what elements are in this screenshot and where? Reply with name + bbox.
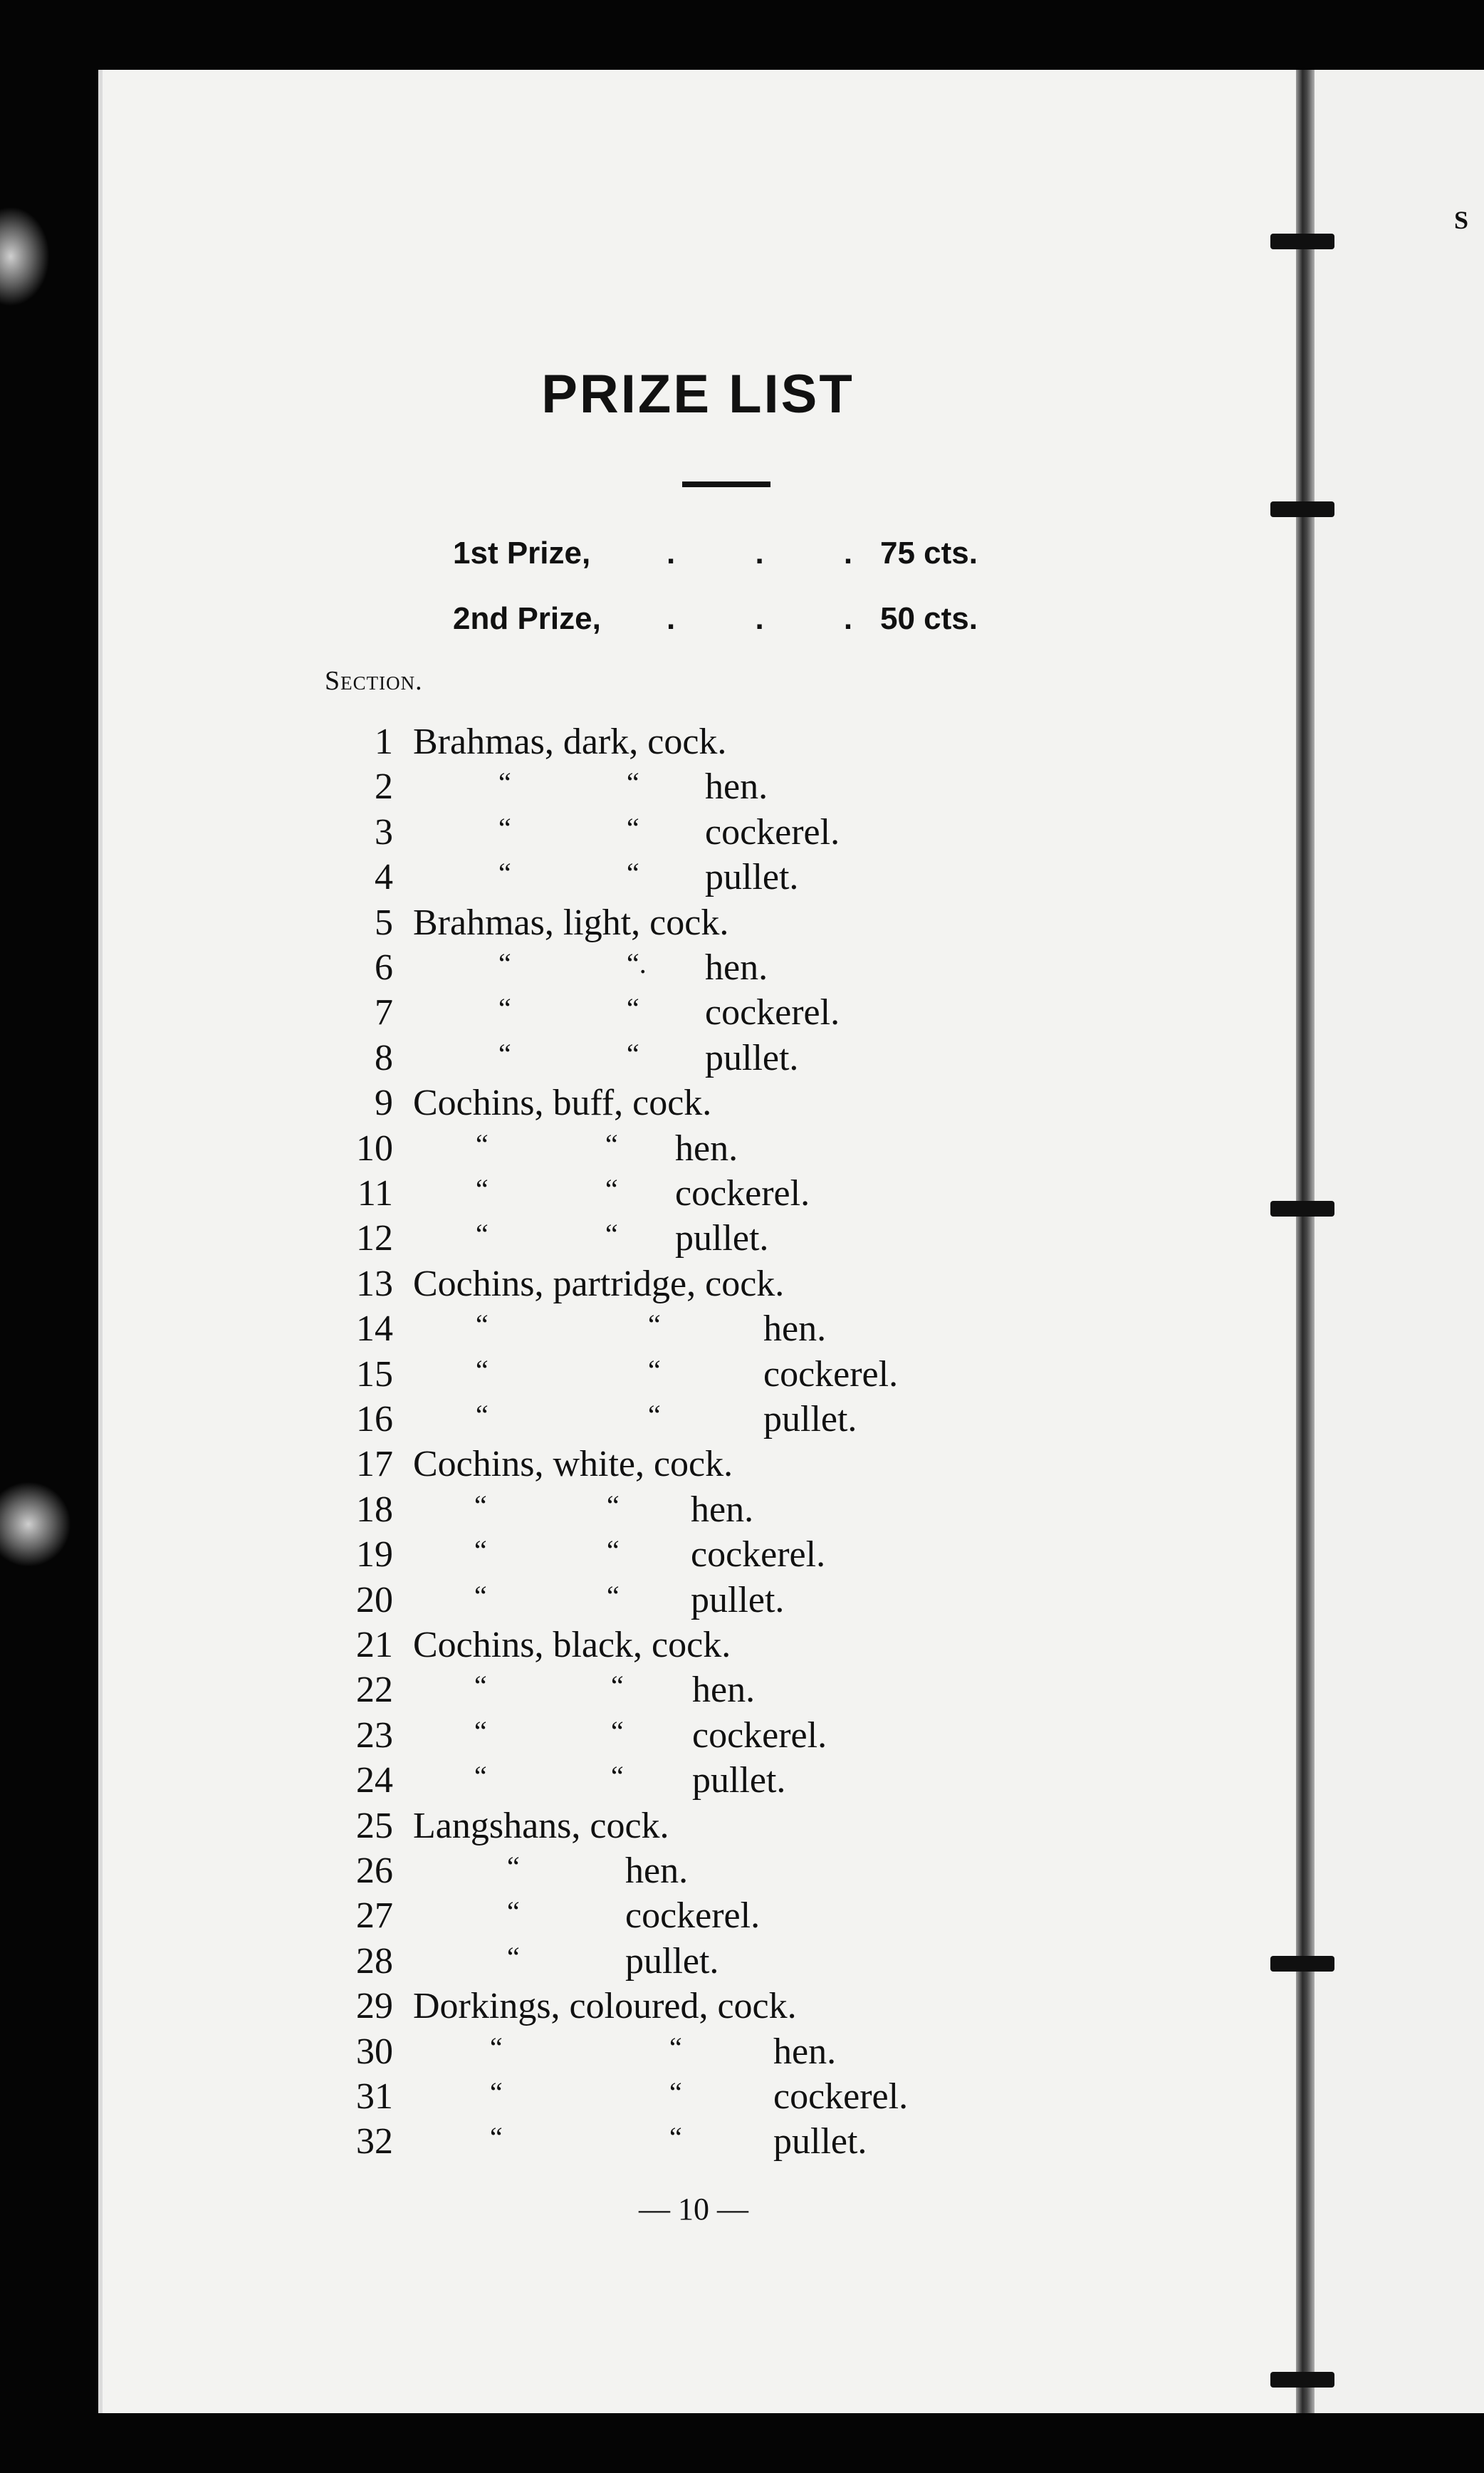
- section-number: 4: [375, 857, 393, 898]
- section-number: 10: [356, 1128, 393, 1169]
- section-number: 6: [375, 947, 393, 988]
- bird-kind: cockerel.: [705, 992, 840, 1034]
- section-number: 31: [356, 2076, 393, 2117]
- section-number: 15: [356, 1353, 393, 1395]
- ditto-mark: “: [474, 1670, 487, 1702]
- section-number: 24: [356, 1760, 393, 1801]
- section-number: 25: [356, 1805, 393, 1846]
- ditto-mark: “: [627, 811, 639, 844]
- ditto-mark: “: [498, 766, 511, 799]
- page-title: PRIZE LIST: [541, 364, 855, 425]
- ditto-mark: “: [476, 1173, 488, 1205]
- section-number: 3: [375, 811, 393, 853]
- section-number: 18: [356, 1489, 393, 1530]
- section-number: 16: [356, 1399, 393, 1439]
- section-number: 11: [357, 1173, 393, 1214]
- ditto-mark: “: [627, 857, 639, 890]
- ditto-mark: “: [648, 1308, 661, 1341]
- ditto-mark: “: [611, 1760, 624, 1793]
- scan-artifact: [0, 1482, 71, 1567]
- prize-amount: 75 cts.: [880, 536, 978, 571]
- ditto-mark: “: [498, 992, 511, 1025]
- section-number: 8: [375, 1037, 393, 1078]
- scan-artifact: [0, 207, 50, 306]
- ditto-mark: “: [498, 1037, 511, 1070]
- section-number: 21: [356, 1625, 393, 1665]
- section-number: 2: [375, 766, 393, 808]
- ditto-mark: “: [605, 1128, 618, 1160]
- bird-kind: hen.: [705, 766, 768, 808]
- ditto-mark: “: [474, 1760, 487, 1793]
- ditto-mark: “: [627, 992, 639, 1025]
- section-number: 32: [356, 2121, 393, 2162]
- bird-kind: hen.: [773, 2031, 837, 2072]
- bird-kind: hen.: [692, 1670, 756, 1711]
- prize-row: [453, 536, 994, 578]
- ditto-mark: “: [669, 2076, 682, 2108]
- ditto-mark: “: [490, 2076, 503, 2108]
- ditto-mark: “: [669, 2121, 682, 2154]
- bird-kind: pullet.: [675, 1218, 769, 1259]
- breed-name: Langshans, cock.: [413, 1805, 669, 1846]
- section-number: 12: [356, 1218, 393, 1259]
- bird-kind: cockerel.: [705, 811, 840, 853]
- ditto-mark: “: [607, 1579, 620, 1612]
- section-number: 23: [356, 1714, 393, 1756]
- ditto-mark: “: [476, 1218, 488, 1251]
- bird-kind: cockerel.: [675, 1173, 810, 1214]
- prize-label: 2nd Prize,: [453, 601, 601, 636]
- ditto-mark: “: [498, 947, 511, 979]
- section-number: 7: [375, 992, 393, 1034]
- ditto-mark: “: [607, 1534, 620, 1567]
- section-number: 14: [356, 1308, 393, 1350]
- binding-stitch: [1270, 1201, 1334, 1217]
- bird-kind: hen.: [625, 1850, 689, 1891]
- ditto-mark: “: [474, 1489, 487, 1521]
- section-number: 13: [356, 1263, 393, 1304]
- ditto-mark: “: [611, 1670, 624, 1702]
- ditto-mark: “: [648, 1353, 661, 1386]
- ditto-mark: “: [474, 1579, 487, 1612]
- bird-kind: hen.: [763, 1308, 827, 1350]
- section-number: 28: [356, 1940, 393, 1982]
- binding-stitch: [1270, 234, 1334, 249]
- bird-kind: hen.: [675, 1128, 738, 1169]
- ditto-mark: “: [476, 1128, 488, 1160]
- ditto-mark: “: [498, 857, 511, 890]
- prize-dots: . . .: [667, 601, 889, 636]
- ditto-mark: “: [648, 1399, 661, 1431]
- bird-kind: cockerel.: [691, 1534, 826, 1576]
- section-number: 30: [356, 2031, 393, 2072]
- ditto-mark: “: [490, 2031, 503, 2063]
- title-rule: [682, 481, 770, 487]
- section-number: 26: [356, 1850, 393, 1891]
- ditto-mark: “: [507, 1940, 520, 1973]
- bird-kind: pullet.: [705, 1037, 799, 1078]
- breed-name: Cochins, black, cock.: [413, 1625, 731, 1665]
- section-number: 5: [375, 902, 393, 943]
- ditto-mark: “: [627, 766, 639, 799]
- bird-kind: cockerel.: [763, 1353, 899, 1395]
- section-number: 27: [356, 1895, 393, 1937]
- prize-dots: . . .: [667, 536, 889, 571]
- breed-name: Brahmas, light, cock.: [413, 902, 729, 943]
- prize-amount: 50 cts.: [880, 601, 978, 636]
- bird-kind: hen.: [705, 947, 768, 988]
- ditto-mark: “: [476, 1399, 488, 1431]
- ditto-mark: “: [605, 1173, 618, 1205]
- section-number: 22: [356, 1670, 393, 1711]
- ditto-mark: “: [605, 1218, 618, 1251]
- bird-kind: pullet.: [625, 1940, 719, 1982]
- bird-kind: cockerel.: [773, 2076, 909, 2117]
- breed-name: Brahmas, dark, cock.: [413, 722, 727, 762]
- ditto-mark: “: [669, 2031, 682, 2063]
- ditto-mark: “: [474, 1534, 487, 1567]
- section-number: 1: [375, 722, 393, 762]
- section-number: 29: [356, 1986, 393, 2027]
- section-heading: Section.: [325, 666, 423, 696]
- bird-kind: cockerel.: [692, 1714, 827, 1756]
- ditto-mark: “.: [627, 947, 647, 979]
- bird-kind: cockerel.: [625, 1895, 761, 1937]
- bird-kind: hen.: [691, 1489, 754, 1530]
- ditto-mark: “: [611, 1714, 624, 1747]
- ditto-mark: “: [476, 1308, 488, 1341]
- breed-name: Cochins, white, cock.: [413, 1444, 733, 1485]
- bird-kind: pullet.: [692, 1760, 786, 1801]
- section-number: 19: [356, 1534, 393, 1576]
- prize-label: 1st Prize,: [453, 536, 591, 571]
- page-number: — 10 —: [639, 2192, 748, 2227]
- ditto-mark: “: [507, 1850, 520, 1883]
- ditto-mark: “: [627, 1037, 639, 1070]
- bird-kind: pullet.: [705, 857, 799, 898]
- ditto-mark: “: [490, 2121, 503, 2154]
- bird-kind: pullet.: [763, 1399, 857, 1439]
- ditto-mark: “: [507, 1895, 520, 1928]
- facing-page-letter: S: [1454, 206, 1469, 234]
- binding-stitch: [1270, 1956, 1334, 1972]
- ditto-mark: “: [498, 811, 511, 844]
- ditto-mark: “: [474, 1714, 487, 1747]
- section-number: 17: [356, 1444, 393, 1485]
- ditto-mark: “: [607, 1489, 620, 1521]
- breed-name: Dorkings, coloured, cock.: [413, 1986, 797, 2027]
- breed-name: Cochins, buff, cock.: [413, 1083, 712, 1124]
- section-number: 9: [375, 1083, 393, 1124]
- bird-kind: pullet.: [691, 1579, 785, 1620]
- ditto-mark: “: [476, 1353, 488, 1386]
- binding-stitch: [1270, 501, 1334, 517]
- section-number: 20: [356, 1579, 393, 1620]
- breed-name: Cochins, partridge, cock.: [413, 1263, 785, 1304]
- prize-row: [453, 601, 994, 644]
- bird-kind: pullet.: [773, 2121, 867, 2162]
- binding-stitch: [1270, 2372, 1334, 2388]
